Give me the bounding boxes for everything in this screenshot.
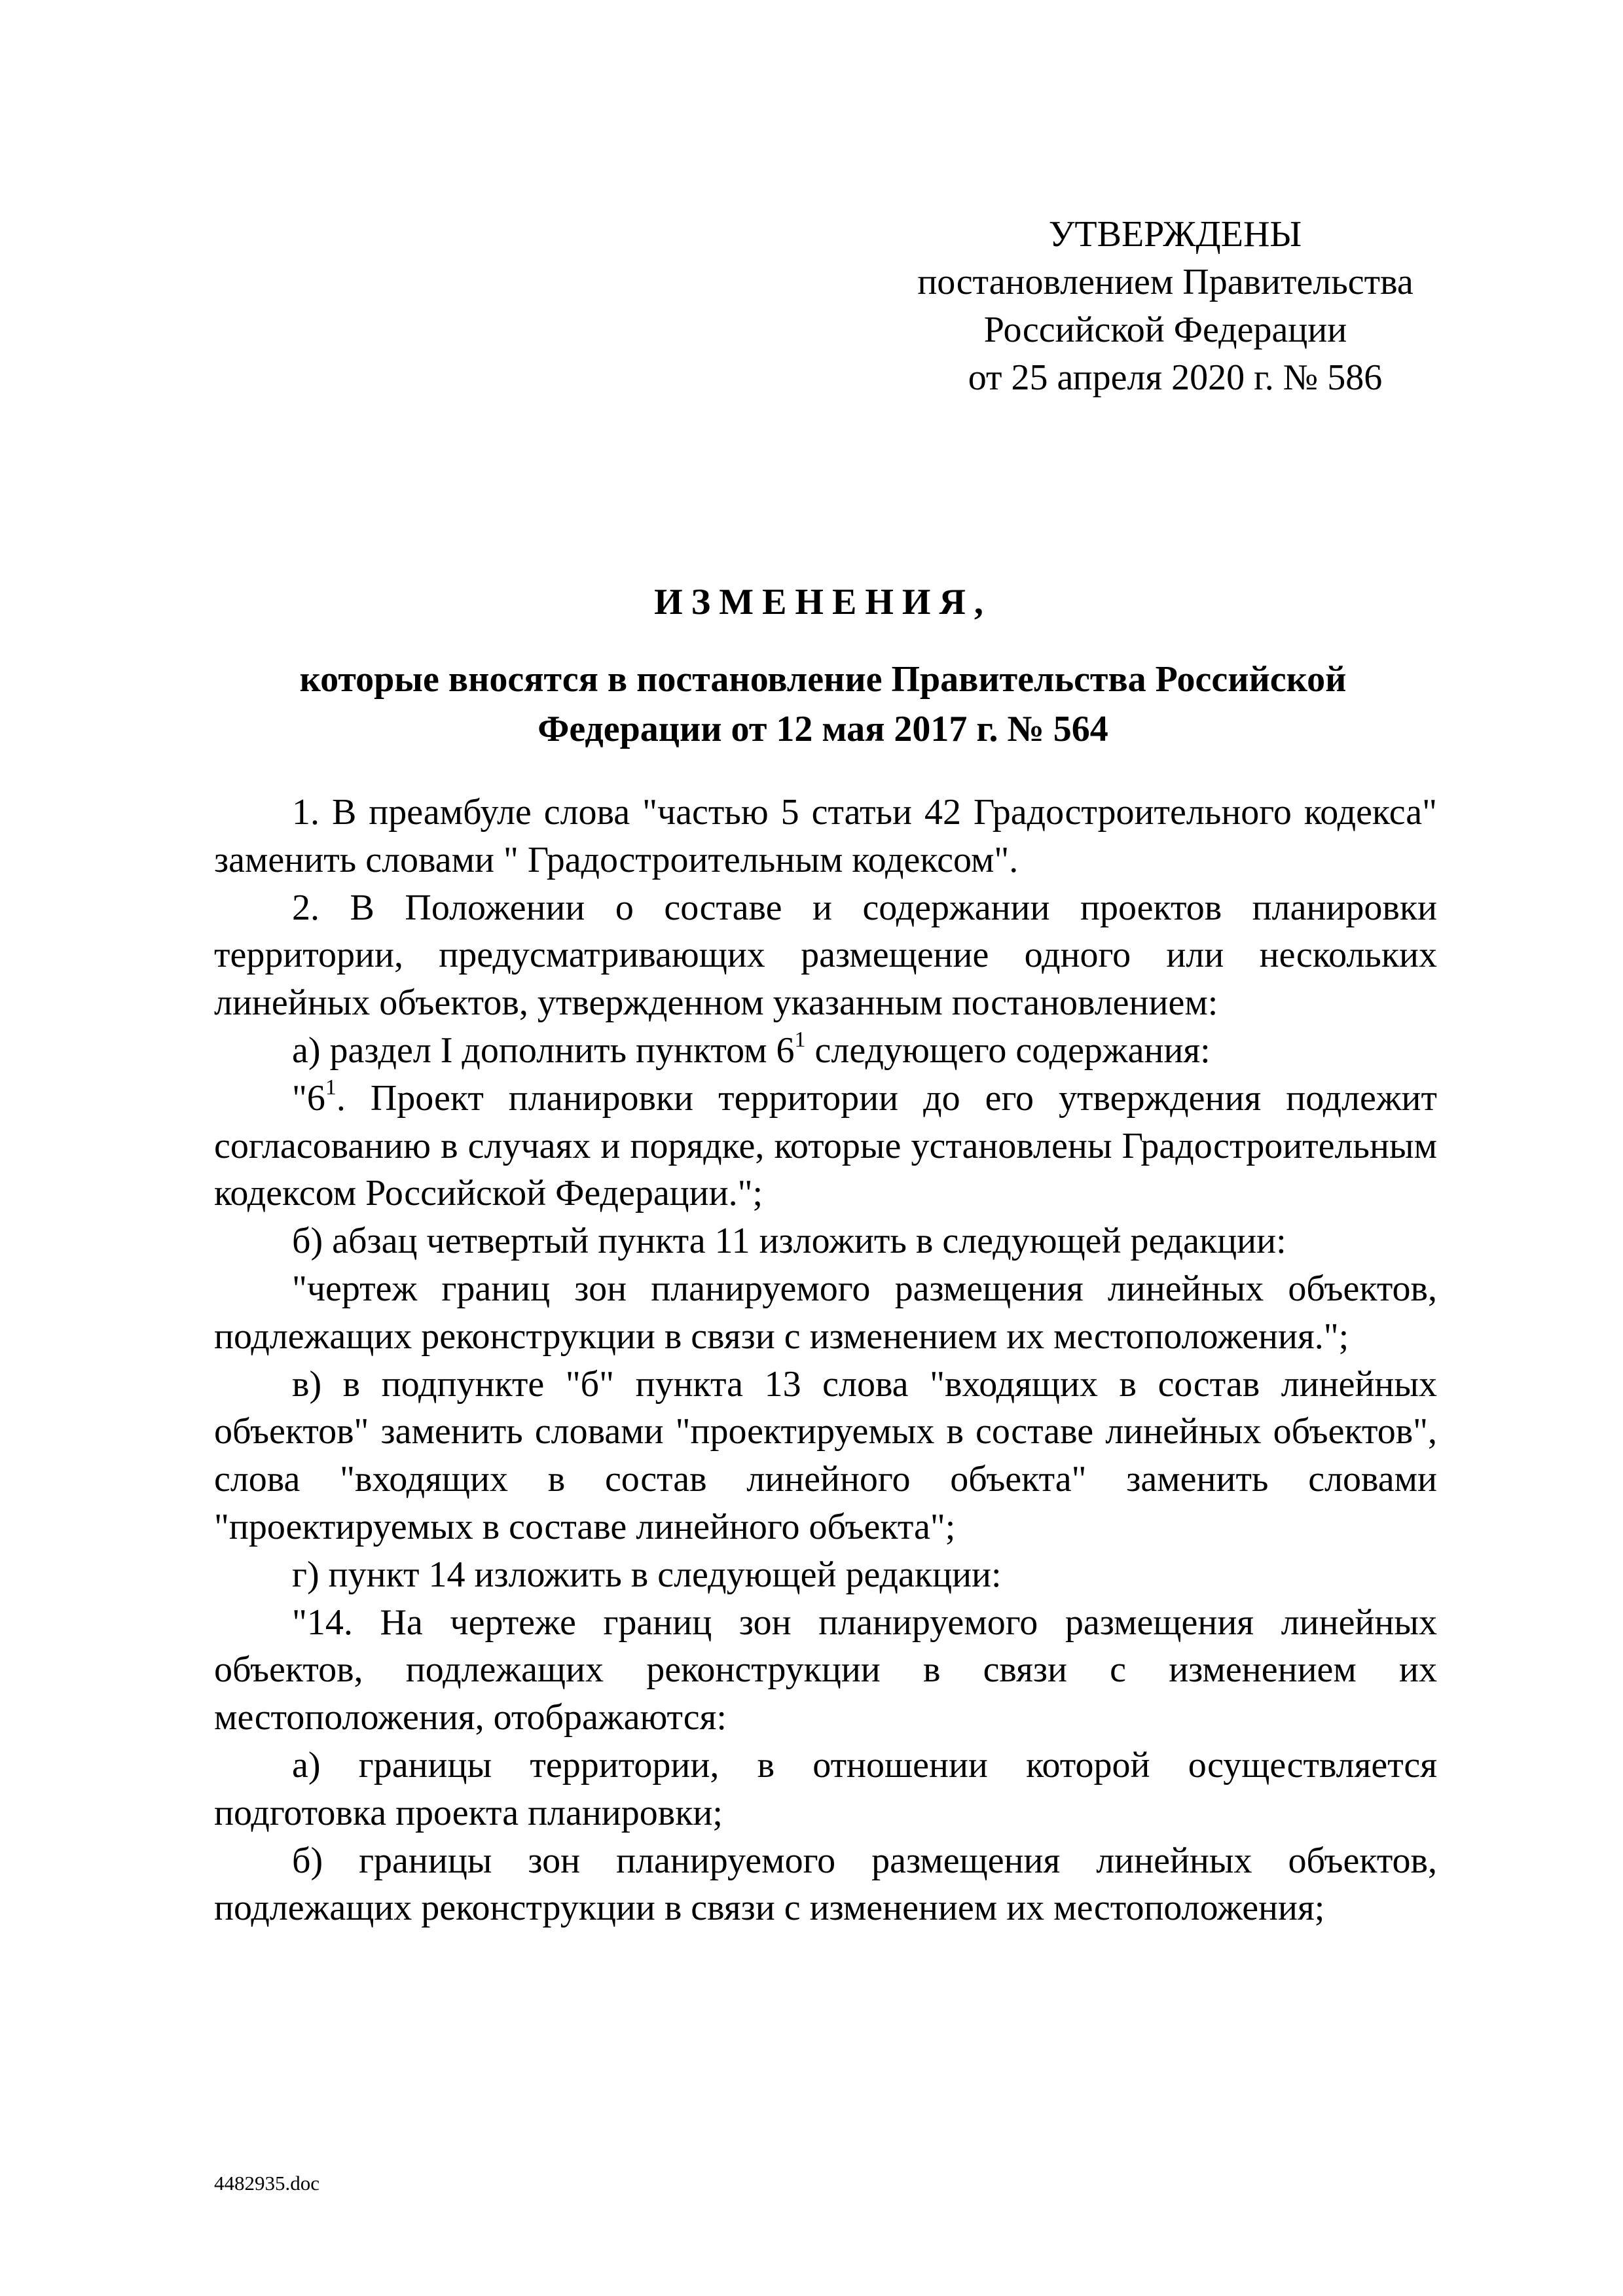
paragraph-2: 2. В Положении о составе и содержании проектов планировки территории, предусматривающих размещение одного или нескольких линейных объектов, утвержденном указанным постановлением: (214, 887, 1437, 1024)
paragraph-3-text-start: а) раздел I дополнить пунктом 6 (292, 1030, 795, 1071)
document-body (214, 789, 1437, 1932)
subtitle-line-1: которые вносятся в постановление Правительства Российской (299, 659, 1347, 700)
paragraph-4-text-end: . Проект планировки территории до его утверждения подлежит согласованию в случаях и порядке, которые установлены Градостроительным кодексом Российской Федерации."; (214, 1077, 1437, 1214)
paragraph-5: б) абзац четвертый пункта 11 изложить в следующей редакции: (292, 1221, 1286, 1262)
document-file-id: 4482935.doc (214, 2172, 320, 2195)
paragraph-10: а) границы территории, в отношении которой осуществляется подготовка проекта планировки; (214, 1744, 1437, 1833)
paragraph-3 (214, 1027, 1437, 1075)
paragraph-4-text-start: "6 (292, 1077, 325, 1119)
paragraph-9: "14. На чертеже границ зон планируемого размещения линейных объектов, подлежащих реконструкции в связи с изменением их местоположения, отображаются: (214, 1602, 1437, 1738)
paragraph-7: в) в подпункте "б" пункта 13 слова "входящих в состав линейных объектов" заменить словами "проектируемых в составе линейных объектов", слова "входящих в состав линейного объекта" заменить словами "проектируемых в составе линейного объекта"; (214, 1363, 1437, 1547)
approval-date-number: от 25 апреля 2020 г. № 586 (968, 357, 1383, 398)
paragraph-11: б) границы зон планируемого размещения линейных объектов, подлежащих реконструкции в связи с изменением их местоположения; (214, 1840, 1437, 1929)
paragraph-3-text-end: следующего содержания: (805, 1030, 1211, 1071)
document-subtitle (214, 655, 1432, 754)
subtitle-line-2: Федерации от 12 мая 2017 г. № 564 (538, 709, 1108, 749)
superscript-marker: 1 (794, 1027, 806, 1052)
approval-heading: УТВЕРЖДЕНЫ (1048, 214, 1302, 255)
superscript-marker: 1 (325, 1075, 337, 1100)
paragraph-8: г) пункт 14 изложить в следующей редакции: (292, 1554, 1002, 1595)
paragraph-6: "чертеж границ зон планируемого размещения линейных объектов, подлежащих реконструкции в связи с изменением их местоположения."; (214, 1268, 1437, 1357)
document-title: ИЗМЕНЕНИЯ, (654, 582, 992, 622)
approval-stamp (871, 211, 1460, 402)
approval-country: Российской Федерации (983, 310, 1347, 350)
paragraph-1: 1. В преамбуле слова "частью 5 статьи 42 Градостроительного кодекса" заменить словами " Градостроительным кодексом". (214, 792, 1437, 880)
approval-authority: постановлением Правительства (917, 262, 1413, 302)
paragraph-4 (214, 1075, 1437, 1217)
